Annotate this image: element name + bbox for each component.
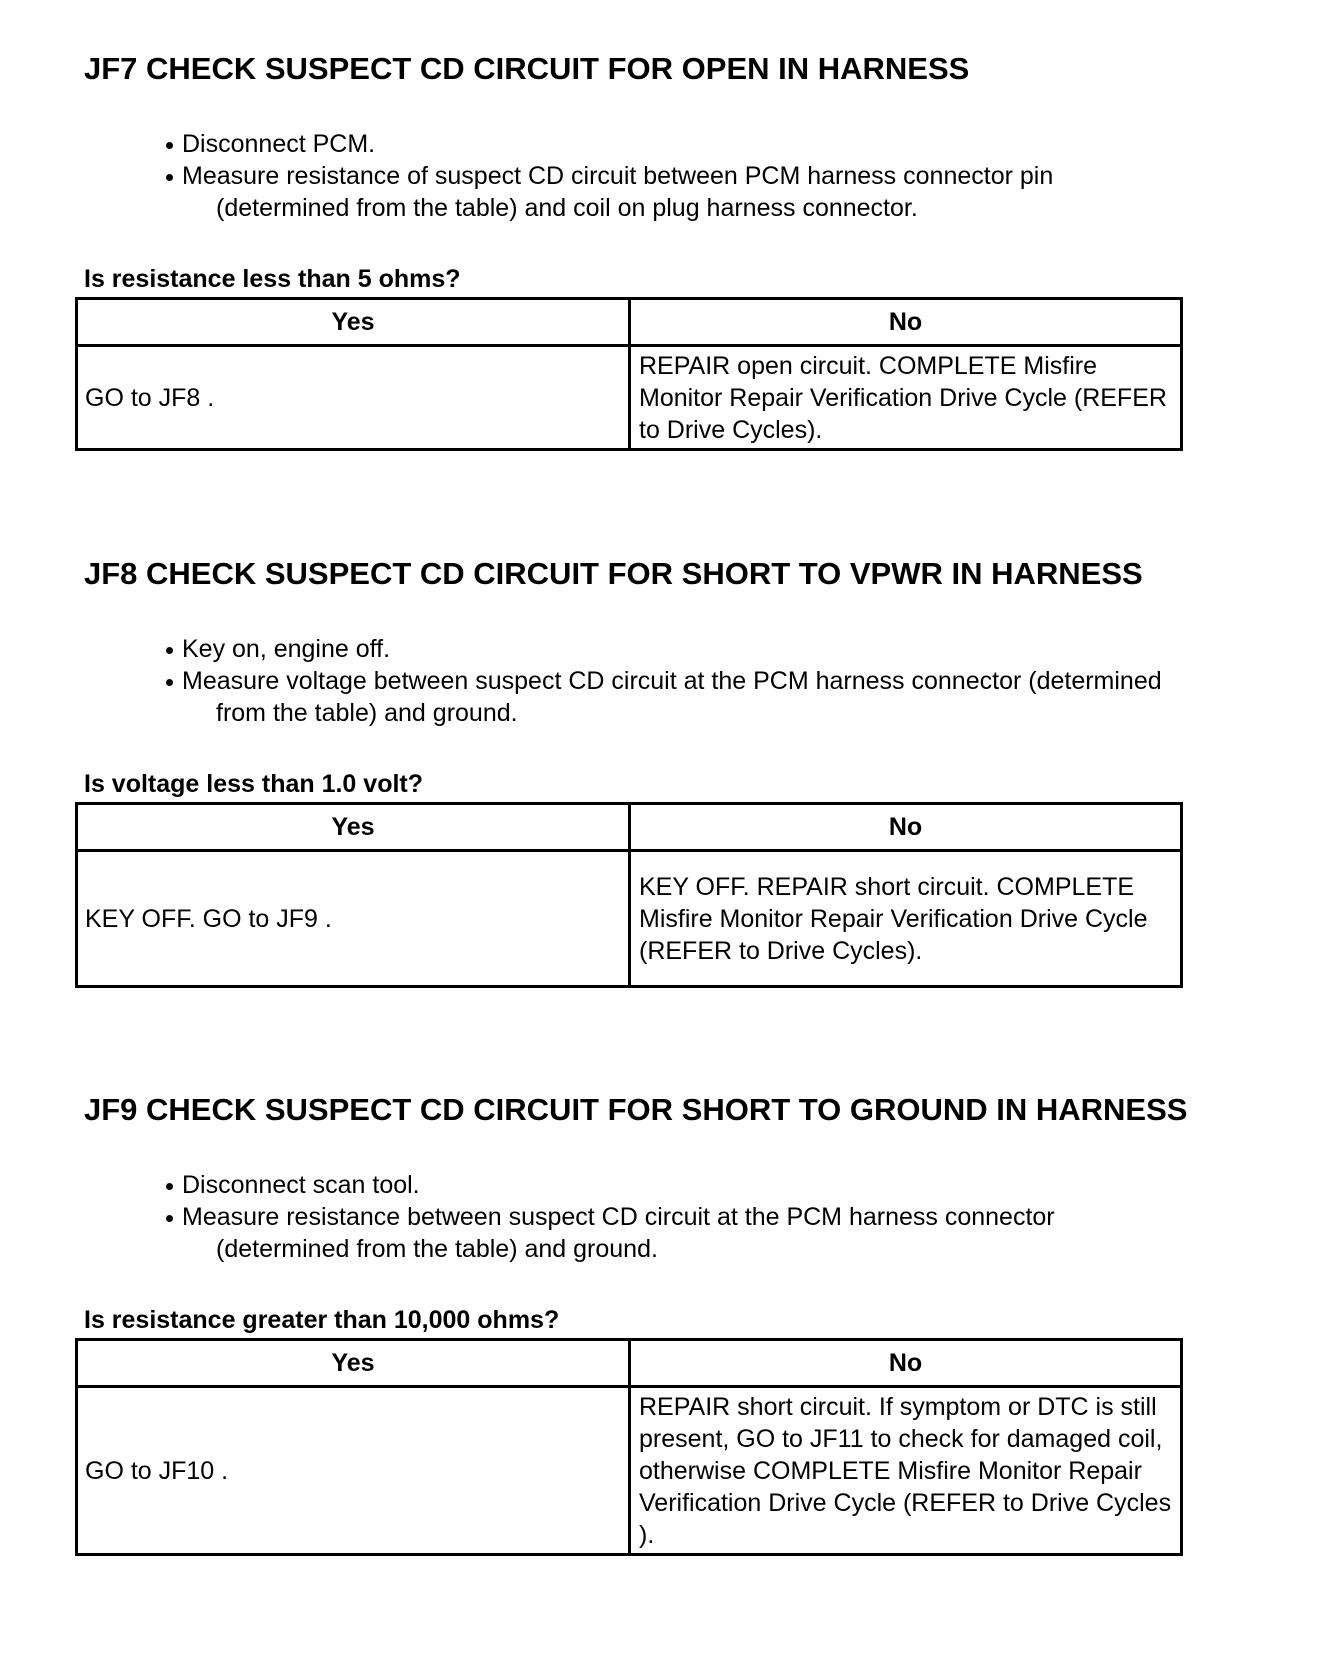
table-header-row [77, 1340, 1182, 1387]
question: Is resistance greater than 10,000 ohms? [84, 1306, 560, 1334]
step-title: JF7 CHECK SUSPECT CD CIRCUIT FOR OPEN IN HARNESS [84, 51, 970, 86]
no-header: No [630, 299, 1182, 346]
instruction-list [166, 128, 1053, 224]
instruction-list [166, 633, 1162, 729]
bullet-icon [166, 142, 173, 149]
decision-table [75, 297, 1183, 451]
list-item: Disconnect scan tool. [166, 1169, 1055, 1201]
no-header: No [630, 804, 1182, 851]
yes-action: KEY OFF. GO to JF9 . [77, 851, 630, 987]
list-item: Measure voltage between suspect CD circuit at the PCM harness connector (determined from the table) and ground. [166, 665, 1162, 729]
no-header: No [630, 1340, 1182, 1387]
no-action: REPAIR open circuit. COMPLETE Misfire Monitor Repair Verification Drive Cycle (REFER to Drive Cycles). [630, 346, 1182, 450]
decision-table [75, 802, 1183, 988]
table-header-row [77, 299, 1182, 346]
bullet-icon [166, 1215, 173, 1222]
question: Is voltage less than 1.0 volt? [84, 770, 424, 798]
no-action: REPAIR short circuit. If symptom or DTC is still present, GO to JF11 to check for damaged coil, otherwise COMPLETE Misfire Monitor Repair Verification Drive Cycle (REFER to Drive Cycles ). [630, 1387, 1182, 1555]
yes-header: Yes [77, 1340, 630, 1387]
yes-header: Yes [77, 804, 630, 851]
decision-table [75, 1338, 1183, 1556]
instruction-list [166, 1169, 1055, 1265]
list-item: Disconnect PCM. [166, 128, 1053, 160]
table-header-row [77, 804, 1182, 851]
bullet-icon [166, 679, 173, 686]
bullet-icon [166, 647, 173, 654]
bullet-icon [166, 1183, 173, 1190]
no-action: KEY OFF. REPAIR short circuit. COMPLETE Misfire Monitor Repair Verification Drive Cycle (REFER to Drive Cycles). [630, 851, 1182, 987]
step-title: JF8 CHECK SUSPECT CD CIRCUIT FOR SHORT TO VPWR IN HARNESS [84, 556, 1143, 591]
step-title: JF9 CHECK SUSPECT CD CIRCUIT FOR SHORT TO GROUND IN HARNESS [84, 1092, 1188, 1127]
table-row [77, 851, 1182, 987]
list-item: Key on, engine off. [166, 633, 1162, 665]
table-row [77, 1387, 1182, 1555]
question: Is resistance less than 5 ohms? [84, 265, 461, 293]
table-row [77, 346, 1182, 450]
yes-action: GO to JF10 . [77, 1387, 630, 1555]
list-item: Measure resistance of suspect CD circuit between PCM harness connector pin (determined from the table) and coil on plug harness connector. [166, 160, 1053, 224]
bullet-icon [166, 174, 173, 181]
yes-action: GO to JF8 . [77, 346, 630, 450]
list-item: Measure resistance between suspect CD circuit at the PCM harness connector (determined from the table) and ground. [166, 1201, 1055, 1265]
yes-header: Yes [77, 299, 630, 346]
